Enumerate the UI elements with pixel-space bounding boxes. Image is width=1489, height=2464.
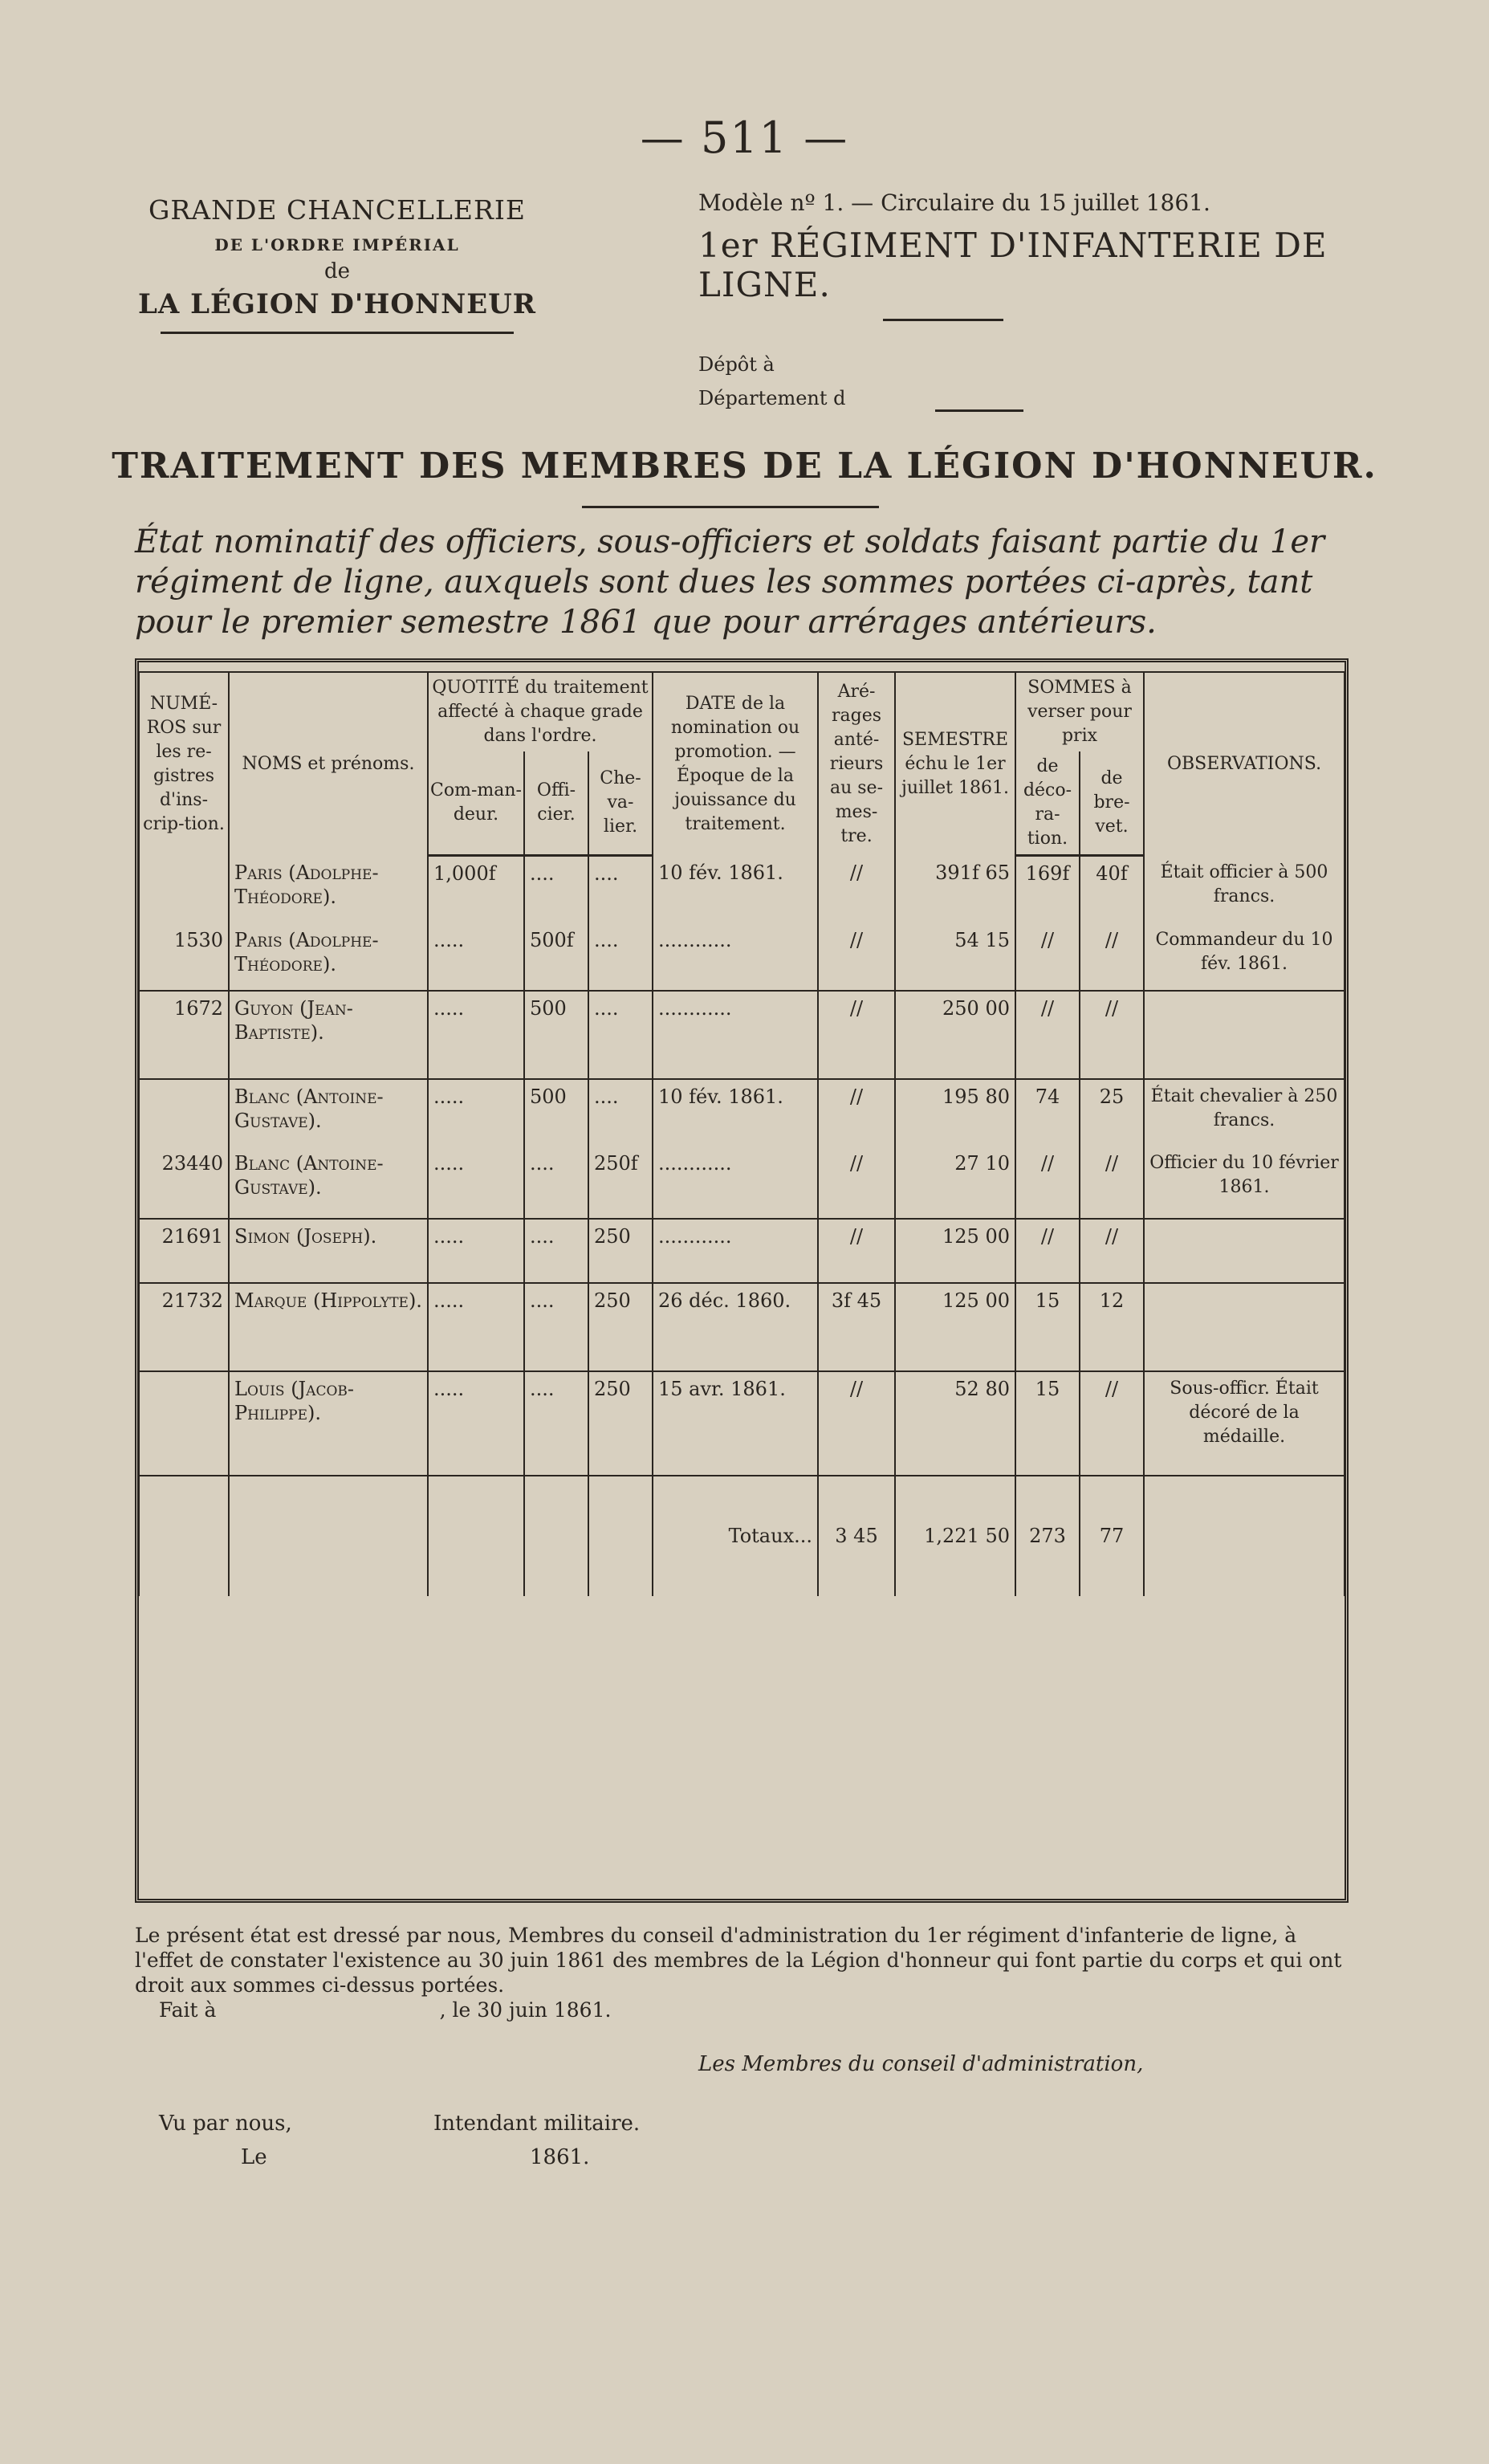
regiment-name: 1er RÉGIMENT D'INFANTERIE DE LIGNE.	[698, 226, 1328, 304]
row-semestre: 250 00	[895, 991, 1015, 1079]
row-decoration: 15	[1015, 1371, 1080, 1476]
totals-semestre: 1,221 50	[895, 1476, 1015, 1596]
row-commandeur: .....	[428, 1146, 524, 1219]
row-semestre: 125 00	[895, 1283, 1015, 1371]
issuer-rule	[161, 332, 514, 334]
row-number	[139, 1371, 229, 1476]
certification-text: Le présent état est dressé par nous, Membres du conseil d'administration du 1er régiment d'infanterie de ligne, à l'effet de constater l'existence au 30 juin 1861 des membres de la Légion d'honneur qui font partie du corps et qui ont droit aux sommes ci-dessus portées.	[135, 1924, 1342, 1997]
table-row	[139, 1079, 1345, 1146]
header-quotite: QUOTITÉ du traitement affecté à chaque grade dans l'ordre.	[428, 672, 653, 751]
row-arrerages: //	[818, 991, 895, 1079]
model-reference: Modèle nº 1. — Circulaire du 15 juillet 1861.	[698, 189, 1210, 216]
row-number: 21691	[139, 1219, 229, 1283]
issuer-line-4: LA LÉGION D'HONNEUR	[137, 288, 537, 320]
row-chevalier: 250	[588, 1219, 653, 1283]
table-row	[139, 856, 1345, 923]
row-date: 15 avr. 1861.	[653, 1371, 818, 1476]
certification-block	[135, 1923, 1355, 2022]
row-chevalier: ....	[588, 856, 653, 923]
row-chevalier: ....	[588, 1079, 653, 1146]
row-officier: ....	[524, 1219, 588, 1283]
row-name: Paris (Adolphe-Théodore).	[229, 923, 428, 991]
fait-line: Fait à , le 30 juin 1861.	[159, 1998, 612, 2022]
row-date: 10 fév. 1861.	[653, 1079, 818, 1146]
divider	[935, 409, 1023, 412]
intro-paragraph: État nominatif des officiers, sous-officiers et soldats faisant partie du 1er régiment de ligne, auxquels sont dues les sommes portées ci-après, tant pour le premier semestre 1861 que pour arrérages antérieurs.	[135, 523, 1325, 641]
row-date: ............	[653, 1219, 818, 1283]
row-brevet: 12	[1080, 1283, 1144, 1371]
row-name: Paris (Adolphe-Théodore).	[229, 856, 428, 923]
totals-brevet: 77	[1080, 1476, 1144, 1596]
row-observation	[1144, 991, 1345, 1079]
row-name: Blanc (Antoine-Gustave).	[229, 1146, 428, 1219]
row-observation	[1144, 1219, 1345, 1283]
row-commandeur: .....	[428, 923, 524, 991]
row-officier: ....	[524, 1371, 588, 1476]
row-number	[139, 1079, 229, 1146]
table-row	[139, 923, 1345, 991]
pay-table	[138, 671, 1345, 1596]
row-semestre: 125 00	[895, 1219, 1015, 1283]
row-commandeur: .....	[428, 1079, 524, 1146]
row-commandeur: .....	[428, 1371, 524, 1476]
table-row	[139, 1283, 1345, 1371]
row-name: Marque (Hippolyte).	[229, 1283, 428, 1371]
row-observation: Était officier à 500 francs.	[1144, 856, 1345, 923]
row-name: Blanc (Antoine-Gustave).	[229, 1079, 428, 1146]
totals-decoration: 273	[1015, 1476, 1080, 1596]
row-chevalier: 250	[588, 1371, 653, 1476]
row-decoration: 15	[1015, 1283, 1080, 1371]
totals-row	[139, 1476, 1345, 1596]
row-observation	[1144, 1283, 1345, 1371]
issuer-line-3: de	[323, 259, 351, 283]
row-number: 21732	[139, 1283, 229, 1371]
totals-label: Totaux...	[653, 1476, 818, 1596]
row-arrerages: 3f 45	[818, 1283, 895, 1371]
header-brevet: de bre-vet.	[1080, 751, 1144, 856]
row-chevalier: ....	[588, 923, 653, 991]
row-brevet: //	[1080, 1146, 1144, 1219]
row-decoration: //	[1015, 1146, 1080, 1219]
row-arrerages: //	[818, 923, 895, 991]
row-semestre: 52 80	[895, 1371, 1015, 1476]
row-brevet: //	[1080, 923, 1144, 991]
document-title: TRAITEMENT DES MEMBRES DE LA LÉGION D'HONNEUR.	[112, 446, 1377, 487]
row-arrerages: //	[818, 856, 895, 923]
regiment-block	[698, 189, 1421, 409]
row-semestre: 54 15	[895, 923, 1015, 991]
header-sommes: SOMMES à verser pour prix	[1015, 672, 1144, 751]
page-number: — 511 —	[640, 112, 849, 163]
row-arrerages: //	[818, 1146, 895, 1219]
header-date: DATE de la nomination ou promotion. — Époque de la jouissance du traitement.	[653, 672, 818, 856]
row-semestre: 195 80	[895, 1079, 1015, 1146]
issuer-line-1: GRANDE CHANCELLERIE	[148, 194, 526, 226]
divider	[582, 506, 879, 508]
row-officier: 500	[524, 1079, 588, 1146]
row-brevet: //	[1080, 1219, 1144, 1283]
row-chevalier: ....	[588, 991, 653, 1079]
row-commandeur: .....	[428, 1283, 524, 1371]
row-brevet: 40f	[1080, 856, 1144, 923]
header-noms: NOMS et prénoms.	[229, 672, 428, 856]
table-row	[139, 1219, 1345, 1283]
row-date: ............	[653, 1146, 818, 1219]
regiment-rule	[883, 319, 1003, 321]
header-chevalier: Che-va-lier.	[588, 751, 653, 856]
row-name: Simon (Joseph).	[229, 1219, 428, 1283]
row-number: 1672	[139, 991, 229, 1079]
row-observation: Commandeur du 10 fév. 1861.	[1144, 923, 1345, 991]
header-commandeur: Com-man-deur.	[428, 751, 524, 856]
row-semestre: 391f 65	[895, 856, 1015, 923]
row-commandeur: .....	[428, 991, 524, 1079]
row-name: Guyon (Jean-Baptiste).	[229, 991, 428, 1079]
issuer-block	[136, 194, 538, 334]
row-arrerages: //	[818, 1219, 895, 1283]
row-number: 23440	[139, 1146, 229, 1219]
row-observation: Sous-officr. Était décoré de la médaille.	[1144, 1371, 1345, 1476]
row-officier: 500	[524, 991, 588, 1079]
header-officier: Offi-cier.	[524, 751, 588, 856]
header-numeros: NUMÉ-ROS sur les re-gistres d'ins-crip-tion.	[139, 672, 229, 856]
row-chevalier: 250	[588, 1283, 653, 1371]
row-observation: Officier du 10 février 1861.	[1144, 1146, 1345, 1219]
row-number: 1530	[139, 923, 229, 991]
row-arrerages: //	[818, 1371, 895, 1476]
table-row	[139, 1146, 1345, 1219]
row-date: 26 déc. 1860.	[653, 1283, 818, 1371]
intendant-label: Intendant militaire.	[433, 2112, 641, 2136]
header-arrerages: Aré-rages anté-rieurs au se-mes-tre.	[818, 672, 895, 856]
row-decoration: 169f	[1015, 856, 1080, 923]
year-label: 1861.	[530, 2145, 590, 2169]
row-commandeur: .....	[428, 1219, 524, 1283]
header-observations: OBSERVATIONS.	[1144, 672, 1345, 856]
depot-label: Dépôt à	[698, 353, 775, 376]
header-decoration: de déco-ra-tion.	[1015, 751, 1080, 856]
row-date: 10 fév. 1861.	[653, 856, 818, 923]
date-label: Le	[241, 2145, 267, 2169]
row-officier: ....	[524, 856, 588, 923]
row-decoration: //	[1015, 991, 1080, 1079]
row-semestre: 27 10	[895, 1146, 1015, 1219]
row-commandeur: 1,000f	[428, 856, 524, 923]
department-label: Département d	[698, 387, 846, 409]
table-row	[139, 991, 1345, 1079]
row-number	[139, 856, 229, 923]
table-row	[139, 1371, 1345, 1476]
row-officier: ....	[524, 1283, 588, 1371]
row-date: ............	[653, 991, 818, 1079]
row-date: ............	[653, 923, 818, 991]
header-semestre: SEMESTRE échu le 1er juillet 1861.	[895, 672, 1015, 856]
row-brevet: 25	[1080, 1079, 1144, 1146]
row-brevet: //	[1080, 991, 1144, 1079]
totals-arrerages: 3 45	[818, 1476, 895, 1596]
council-signature-label: Les Membres du conseil d'administration,	[698, 2052, 1144, 2076]
row-observation: Était chevalier à 250 francs.	[1144, 1079, 1345, 1146]
row-chevalier: 250f	[588, 1146, 653, 1219]
row-decoration: //	[1015, 923, 1080, 991]
row-name: Louis (Jacob-Philippe).	[229, 1371, 428, 1476]
seen-by-label: Vu par nous,	[159, 2112, 292, 2136]
row-decoration: 74	[1015, 1079, 1080, 1146]
row-decoration: //	[1015, 1219, 1080, 1283]
row-officier: ....	[524, 1146, 588, 1219]
row-officier: 500f	[524, 923, 588, 991]
issuer-line-2: DE L'ORDRE IMPÉRIAL	[214, 235, 460, 255]
row-arrerages: //	[818, 1079, 895, 1146]
row-brevet: //	[1080, 1371, 1144, 1476]
